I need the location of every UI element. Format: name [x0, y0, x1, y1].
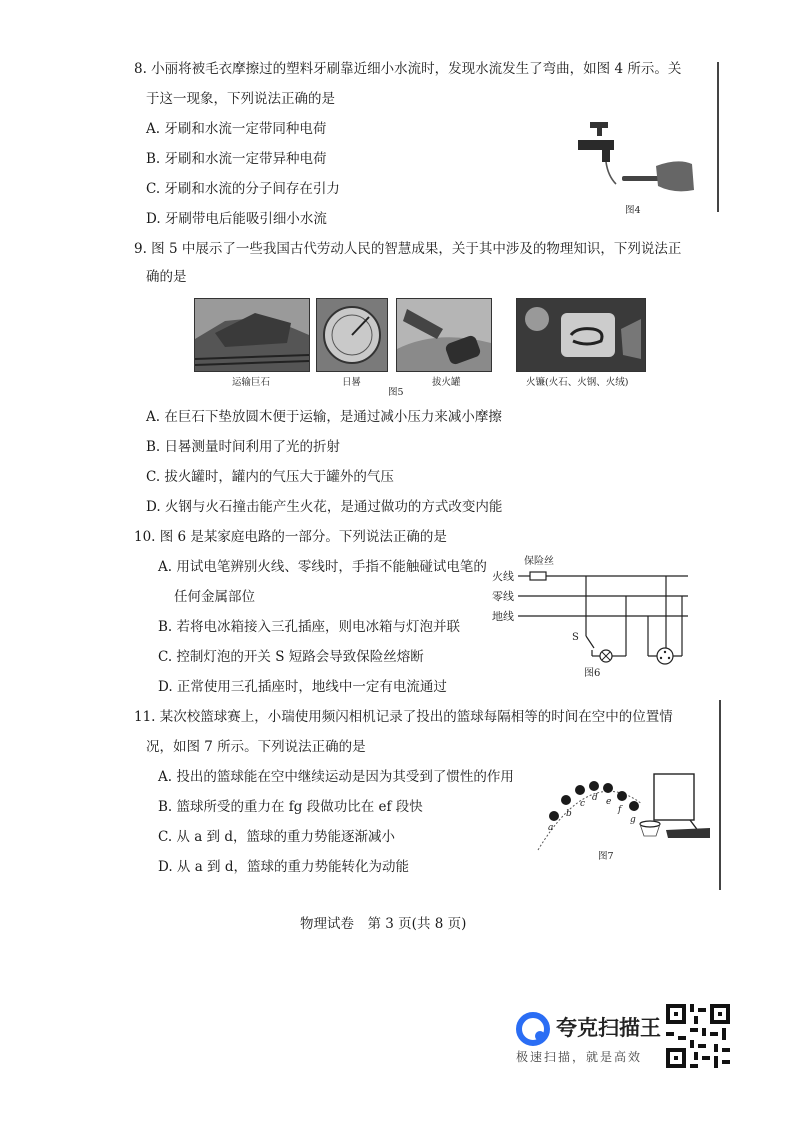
q11-option-c: C. 从 a 到 d，篮球的重力势能逐渐减小	[158, 829, 395, 845]
q11-option-d: D. 从 a 到 d，篮球的重力势能转化为动能	[158, 859, 409, 875]
photo-cupping-jar	[396, 298, 492, 372]
photo-sundial	[316, 298, 388, 372]
water-stream	[606, 162, 616, 184]
q10-option-c: C. 控制灯泡的开关 S 短路会导致保险丝熔断	[158, 649, 424, 665]
hoop-rim	[640, 821, 660, 827]
ball-label-c: c	[580, 799, 586, 809]
ball-g	[629, 801, 639, 811]
q9-option-c: C. 拔火罐时，罐内的气压大于罐外的气压	[146, 469, 394, 485]
ball-label-g: g	[630, 815, 636, 825]
toothbrush	[622, 176, 662, 181]
circuit-label-fuse: 保险丝	[524, 556, 554, 567]
socket-hole-2	[668, 657, 670, 659]
ball-label-d: d	[592, 793, 598, 803]
ball-e	[603, 783, 613, 793]
fuse	[530, 572, 546, 580]
quark-logo-icon	[516, 1012, 550, 1046]
q11-option-b: B. 篮球所受的重力在 fg 段做功比在 ef 段快	[158, 799, 423, 815]
ball-label-f: f	[618, 805, 622, 815]
q10-option-d: D. 正常使用三孔插座时，地线中一定有电流通过	[158, 679, 447, 695]
caption-fire-striker: 火镰(火石、火钢、火绒)	[526, 377, 629, 388]
figure-5-caption: 图5	[388, 387, 404, 398]
faucet-stem	[597, 128, 602, 136]
ball-b	[561, 795, 571, 805]
q11-stem-line1: 11. 某次校篮球赛上，小瑞使用频闪相机记录了投出的篮球每隔相等的时间在空中的位置情	[134, 709, 673, 725]
brand-slogan: 极速扫描，就是高效	[516, 1050, 643, 1064]
photo-fire-striker	[516, 298, 646, 372]
brand-name: 夸克扫描王	[556, 1016, 661, 1040]
figure-7-caption: 图7	[598, 851, 614, 862]
q9-option-a: A. 在巨石下垫放圆木便于运输，是通过减小压力来减小摩擦	[146, 409, 502, 425]
q11-option-a: A. 投出的篮球能在空中继续运动是因为其受到了惯性的作用	[158, 769, 514, 785]
caption-sundial: 日晷	[342, 377, 362, 388]
figure-4-faucet	[570, 118, 700, 200]
circuit-label-live: 火线	[492, 570, 514, 583]
figure-6-circuit	[488, 552, 698, 678]
q8-option-b: B. 牙刷和水流一定带异种电荷	[146, 151, 327, 167]
caption-cupping-jar: 拔火罐	[432, 377, 461, 388]
right-margin-rule-top	[717, 62, 719, 212]
circuit-label-neutral: 零线	[492, 590, 514, 603]
figure-6-caption: 图6	[584, 668, 601, 678]
q9-stem-line2: 确的是	[146, 269, 187, 285]
q8-stem-line2: 于这一现象，下列说法正确的是	[146, 91, 335, 107]
q8-option-a: A. 牙刷和水流一定带同种电荷	[146, 121, 327, 137]
q10-option-a-line2: 任何金属部位	[174, 589, 255, 605]
figure-7-basketball	[530, 764, 710, 864]
q10-stem: 10. 图 6 是某家庭电路的一部分。下列说法正确的是	[134, 529, 447, 545]
q8-stem-line1: 8. 小丽将被毛衣摩擦过的塑料牙刷靠近细小水流时，发现水流发生了弯曲，如图 4 所示。关	[134, 61, 682, 77]
page-footer: 物理试卷 第 3 页(共 8 页)	[300, 916, 467, 932]
right-margin-rule-bottom	[719, 700, 721, 890]
q11-stem-line2: 况，如图 7 所示。下列说法正确的是	[146, 739, 366, 755]
q9-option-b: B. 日晷测量时间利用了光的折射	[146, 439, 341, 455]
faucet-handle	[590, 122, 608, 128]
ground-shadow	[666, 828, 710, 838]
q10-option-a-line1: A. 用试电笔辨别火线、零线时，手指不能触碰试电笔的	[158, 559, 487, 575]
three-hole-socket	[657, 648, 673, 664]
circuit-label-switch: S	[572, 632, 579, 643]
photo-transport-stone	[194, 298, 310, 372]
ball-a	[549, 811, 559, 821]
socket-hole-1	[660, 657, 662, 659]
q8-option-c: C. 牙刷和水流的分子间存在引力	[146, 181, 340, 197]
q10-option-b: B. 若将电冰箱接入三孔插座，则电冰箱与灯泡并联	[158, 619, 461, 635]
ball-label-a: a	[548, 823, 554, 833]
qr-code-icon	[666, 1004, 730, 1068]
q8-option-d: D. 牙刷带电后能吸引细小水流	[146, 211, 327, 227]
hand	[656, 161, 694, 191]
ball-f	[617, 791, 627, 801]
backboard	[654, 774, 694, 820]
ball-d	[589, 781, 599, 791]
figure-4-caption: 图4	[625, 205, 641, 216]
q9-stem-line1: 9. 图 5 中展示了一些我国古代劳动人民的智慧成果，关于其中涉及的物理知识，下列说法正	[134, 241, 682, 257]
circuit-label-ground: 地线	[492, 610, 514, 623]
socket-hole-3	[664, 651, 666, 653]
ball-label-e: e	[606, 797, 612, 807]
switch-s	[586, 636, 594, 648]
faucet-body	[578, 140, 614, 162]
ball-c	[575, 785, 585, 795]
ball-label-b: b	[566, 809, 572, 819]
q9-option-d: D. 火钢与火石撞击能产生火花，是通过做功的方式改变内能	[146, 499, 503, 515]
caption-transport-stone: 运输巨石	[232, 377, 271, 388]
